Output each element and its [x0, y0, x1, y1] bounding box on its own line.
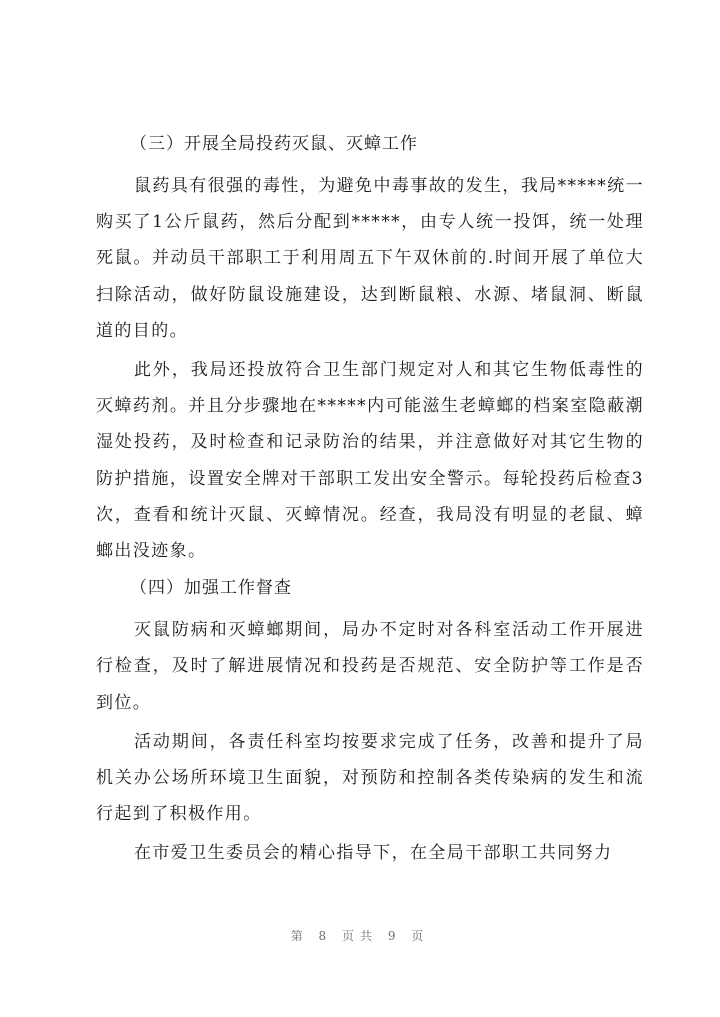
paragraph: 鼠药具有很强的毒性，为避免中毒事故的发生，我局*****统一购买了1公斤鼠药，然后分配到*****，由专人统一投饵，统一处理死鼠。并动员干部职工于利用周五下午双休前的.时间开展了单位大扫除活动，做好防鼠设施建设，达到断鼠粮、水源、堵鼠洞、断鼠道的目的。	[96, 176, 644, 341]
document-body	[96, 128, 644, 874]
page-number-footer: 第 8 页共 9 页	[290, 929, 430, 943]
paragraph: 在市爱卫生委员会的精心指导下，在全局干部职工共同努力	[134, 843, 613, 864]
paragraph: 此外，我局还投放符合卫生部门规定对人和其它生物低毒性的灭蟑药剂。并且分步骤地在*****内可能滋生老蟑螂的档案室隐蔽潮湿处投药，及时检查和记录防治的结果，并注意做好对其它生物的防护措施，设置安全牌对干部职工发出安全警示。每轮投药后检查3次，查看和统计灭鼠、灭蟑情况。经查，我局没有明显的老鼠、蟑螂出没迹象。	[96, 360, 644, 562]
section-heading-4: （四）加强工作督查	[130, 578, 292, 599]
paragraph: 灭鼠防病和灭蟑螂期间，局办不定时对各科室活动工作开展进行检查，及时了解进展情况和投药是否规范、安全防护等工作是否到位。	[96, 620, 644, 713]
paragraph: 活动期间，各责任科室均按要求完成了任务，改善和提升了局机关办公场所环境卫生面貌，对预防和控制各类传染病的发生和流行起到了积极作用。	[96, 731, 644, 825]
section-heading-3: （三）开展全局投药灭鼠、灭蟑工作	[130, 134, 418, 154]
